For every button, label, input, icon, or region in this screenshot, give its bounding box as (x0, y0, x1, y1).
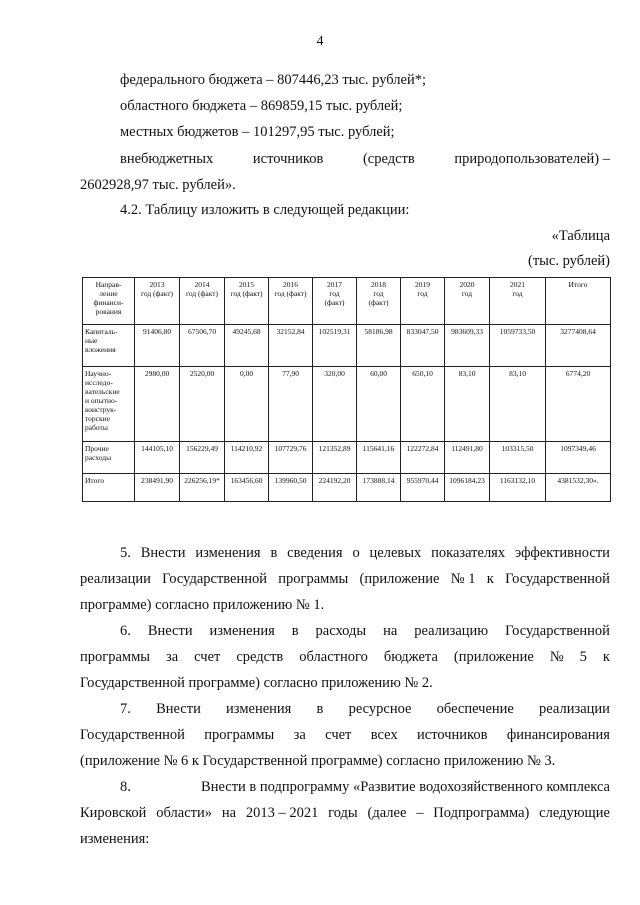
word: 7. (120, 701, 131, 717)
cell: 2980,00 (135, 367, 180, 442)
cell: 0,00 (225, 367, 269, 442)
federal-budget-line: федерального бюджета – 807446,23 тыс. рублей*; (120, 72, 427, 88)
paragraph-line (80, 644, 610, 670)
cell: 121352,89 (313, 442, 357, 474)
cell: 238491,90 (135, 474, 180, 502)
cell: 4381532,30». (546, 474, 611, 502)
local-budget-line: местных бюджетов – 101297,95 тыс. рублей; (120, 124, 395, 140)
paragraph-5 (80, 540, 610, 618)
word: Государственной (162, 571, 268, 587)
paragraph-line: изменения: (80, 831, 150, 847)
cell: 122272,84 (401, 442, 445, 474)
word: в (270, 545, 278, 561)
row-label: Капиталь- ные вложения (83, 325, 135, 367)
cell: 983609,33 (445, 325, 490, 367)
word: (далее (367, 805, 407, 821)
cell: 3277408,64 (546, 325, 611, 367)
col-header-2015: 2015 год (факт) (225, 278, 269, 325)
word: сведения (287, 545, 343, 561)
word: обеспечение (436, 701, 514, 717)
cell: 144105,10 (135, 442, 180, 474)
cell: 1096184,23 (445, 474, 490, 502)
word: бюджета (383, 649, 438, 665)
cell: 77,90 (269, 367, 313, 442)
table-caption: «Таблица (551, 228, 610, 244)
word: № 1 (450, 571, 476, 587)
paragraph-line (80, 566, 610, 592)
regional-budget-line: областного бюджета – 869859,15 тыс. рублей; (120, 98, 403, 114)
page-number: 4 (316, 34, 324, 49)
word: средств (236, 649, 284, 665)
word: ресурсное (348, 701, 412, 717)
table-units: (тыс. рублей) (528, 253, 610, 269)
cell: 32152,84 (269, 325, 313, 367)
col-header-2016: 2016 год (факт) (269, 278, 313, 325)
cell: 58186,98 (357, 325, 401, 367)
word: 8. (120, 779, 131, 795)
word: программы (80, 649, 150, 665)
financing-table (82, 277, 611, 502)
col-header-2017: 2017 год (факт) (313, 278, 357, 325)
table-row-capital (83, 325, 611, 367)
paragraph-line (80, 696, 610, 722)
word: эффективности (514, 545, 610, 561)
word: на (221, 805, 237, 821)
word: – (416, 805, 424, 821)
table-row-other (83, 442, 611, 474)
cell: 139960,50 (269, 474, 313, 502)
word: Внести (140, 545, 186, 561)
paragraph-line (80, 774, 610, 800)
word: внебюджетных (120, 151, 214, 167)
word: Государственной (80, 727, 185, 743)
word: в (291, 623, 299, 639)
word: счет (194, 649, 221, 665)
word: № (549, 649, 564, 665)
word: расходы (315, 623, 367, 639)
paragraph-line: Государственной программе) согласно приложению № 2. (80, 675, 433, 691)
paragraph-line (80, 618, 610, 644)
word: (приложение (359, 571, 440, 587)
cell: 833047,50 (401, 325, 445, 367)
word: реализацию (414, 623, 489, 639)
table-intro: 4.2. Таблицу изложить в следующей редакции: (120, 202, 410, 218)
word: годы (328, 805, 358, 821)
word: 5 (579, 649, 587, 665)
cell: 102519,31 (313, 325, 357, 367)
cell: 114210,92 (225, 442, 269, 474)
word: реализации (539, 701, 610, 717)
word: области» (156, 805, 212, 821)
word: (средств (362, 151, 415, 167)
col-header-2019: 2019 год (401, 278, 445, 325)
word: реализации (80, 571, 151, 587)
col-header-direction: Направ- ление финанси- рования (83, 278, 135, 325)
word: Государственной (505, 571, 610, 587)
word: финансирования (506, 727, 610, 743)
word: счет (325, 727, 352, 743)
cell: 67506,70 (180, 325, 225, 367)
table-row-total (83, 474, 611, 502)
word: изменения (209, 623, 275, 639)
col-header-2014: 2014 год (факт) (180, 278, 225, 325)
cell: 1163132,10 (490, 474, 546, 502)
word: к (486, 571, 494, 587)
offbudget-line-1 (120, 149, 610, 169)
word: 5. (120, 545, 131, 561)
word: на (383, 623, 398, 639)
offbudget-line-2: 2602928,97 тыс. рублей». (80, 177, 236, 193)
cell: 91406,80 (135, 325, 180, 367)
word: природопользователей) – (454, 151, 610, 167)
row-label: Итого (83, 474, 135, 502)
cell: 173888,14 (357, 474, 401, 502)
paragraph-8 (80, 774, 610, 852)
paragraph-line: программе) согласно приложению № 1. (80, 597, 325, 613)
row-label: Прочие расходы (83, 442, 135, 474)
cell: 6774,20 (546, 367, 611, 442)
word: источников (252, 151, 324, 167)
word: областного (299, 649, 368, 665)
word: показателях (431, 545, 506, 561)
word: Внести (156, 701, 201, 717)
word: целевых (369, 545, 422, 561)
cell: 115641,16 (357, 442, 401, 474)
word: изменения (226, 701, 292, 717)
word: программы (278, 571, 349, 587)
cell: 955970,44 (401, 474, 445, 502)
word: за (165, 649, 179, 665)
col-header-total: Итого (546, 278, 611, 325)
cell: 83,10 (490, 367, 546, 442)
cell: 107729,76 (269, 442, 313, 474)
word: Внести (147, 623, 193, 639)
cell: 112491,80 (445, 442, 490, 474)
word: (приложение (453, 649, 534, 665)
row-label: Научно- исследо- вательские и опытно- конструк- торские работы (83, 367, 135, 442)
table-row-research (83, 367, 611, 442)
col-header-2013: 2013 год (факт) (135, 278, 180, 325)
paragraph-line (80, 800, 610, 826)
paragraph-6 (80, 618, 610, 696)
cell: 163456,60 (225, 474, 269, 502)
cell: 1059733,50 (490, 325, 546, 367)
word: 6. (120, 623, 131, 639)
word: Внести в подпрограмму «Развитие водохозяйственного комплекса (201, 779, 610, 795)
cell: 103315,50 (490, 442, 546, 474)
word: всех (370, 727, 398, 743)
cell: 49245,68 (225, 325, 269, 367)
word: следующие (539, 805, 610, 821)
cell: 226256,19* (180, 474, 225, 502)
paragraph-7 (80, 696, 610, 774)
word: изменения (195, 545, 261, 561)
col-header-2021: 2021 год (490, 278, 546, 325)
cell: 650,10 (401, 367, 445, 442)
cell: 2520,00 (180, 367, 225, 442)
word: Государственной (505, 623, 610, 639)
paragraph-line (80, 540, 610, 566)
col-header-2018: 2018 год (факт) (357, 278, 401, 325)
cell: 1097349,46 (546, 442, 611, 474)
cell: 156229,49 (180, 442, 225, 474)
cell: 224192,20 (313, 474, 357, 502)
word: за (293, 727, 306, 743)
cell: 60,00 (357, 367, 401, 442)
word: источников (417, 727, 488, 743)
word: программы (204, 727, 275, 743)
col-header-2020: 2020 год (445, 278, 490, 325)
table-header-row (83, 278, 611, 325)
word: в (316, 701, 324, 717)
word: о (352, 545, 360, 561)
paragraph-line (80, 722, 610, 748)
cell: 320,00 (313, 367, 357, 442)
word: Подпрограмма) (433, 805, 530, 821)
cell: 83,10 (445, 367, 490, 442)
word: 2013 – 2021 (245, 805, 319, 821)
paragraph-line: (приложение № 6 к Государственной программе) согласно приложению № 3. (80, 753, 556, 769)
word: к (602, 649, 610, 665)
word: Кировской (80, 805, 147, 821)
